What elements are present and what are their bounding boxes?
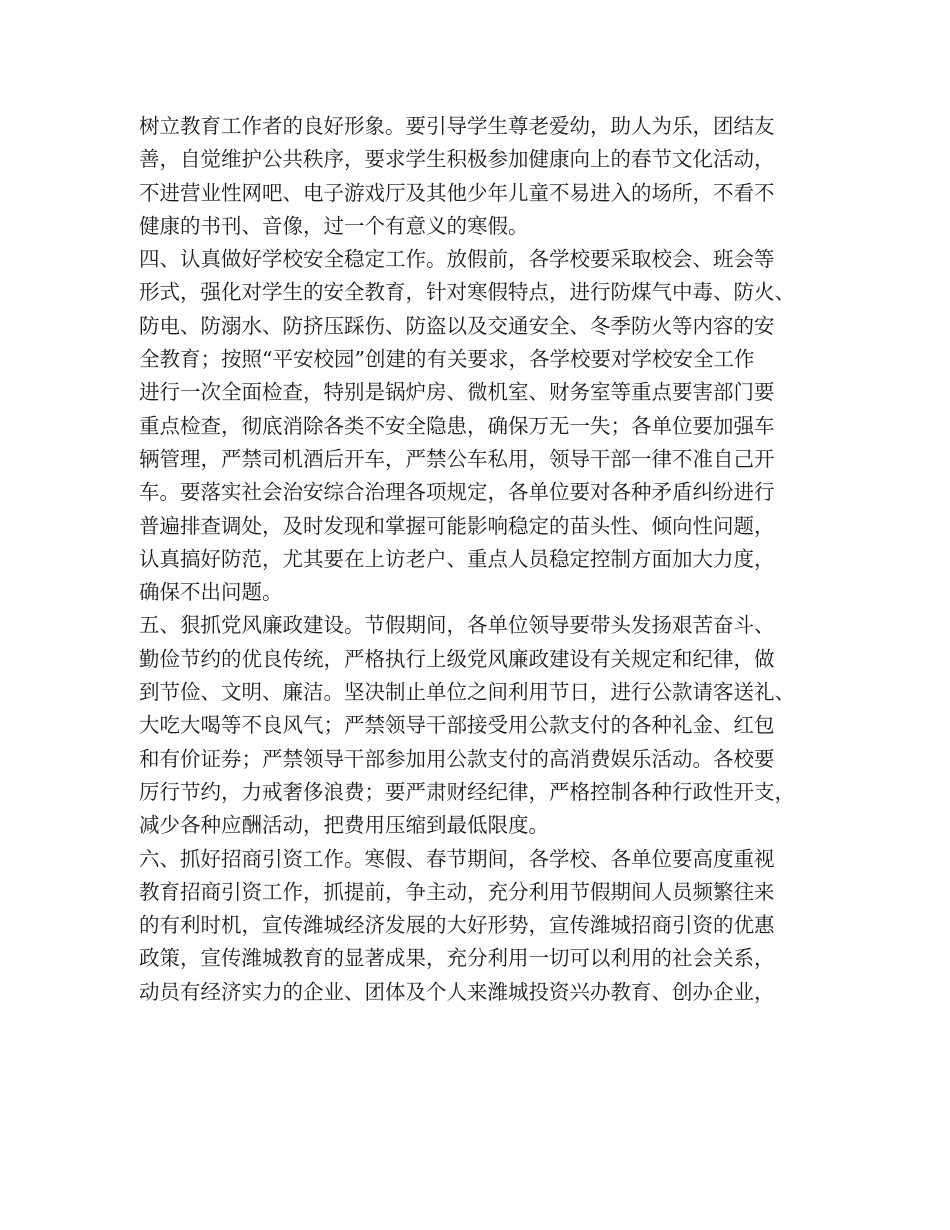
text-line: 勤俭节约的优良传统，严格执行上级党风廉政建设有关规定和纪律，做	[139, 646, 775, 671]
text-line: 和有价证券；严禁领导干部参加用公款支付的高消费娱乐活动。各校要	[139, 746, 775, 771]
text-line: 确保不出问题。	[139, 580, 283, 605]
text-line: 五、狠抓党风廉政建设。节假期间，各单位领导要带头发扬艰苦奋斗、	[139, 613, 775, 638]
text-line: 普遍排查调处，及时发现和掌握可能影响稳定的苗头性、倾向性问题，	[139, 513, 775, 538]
text-line: 树立教育工作者的良好形象。要引导学生尊老爱幼，助人为乐，团结友	[139, 114, 775, 138]
text-line: 动员有经济实力的企业、团体及个人来潍城投资兴办教育、创办企业，	[139, 979, 775, 1004]
text-line: 全教育；按照“平安校园”创建的有关要求，各学校要对学校安全工作	[139, 347, 755, 372]
text-line: 形式，强化对学生的安全教育，针对寒假特点，进行防煤气中毒、防火、	[139, 280, 795, 305]
text-line: 重点检查，彻底消除各类不安全隐患，确保万无一失；各单位要加强车	[139, 413, 775, 438]
text-line: 四、认真做好学校安全稳定工作。放假前，各学校要采取校会、班会等	[139, 247, 775, 272]
text-line: 车。要落实社会治安综合治理各项规定，各单位要对各种矛盾纠纷进行	[139, 480, 775, 505]
text-line: 认真搞好防范，尤其要在上访老户、重点人员稳定控制方面加大力度，	[139, 546, 775, 571]
text-line: 的有利时机，宣传潍城经济发展的大好形势，宣传潍城招商引资的优惠	[139, 913, 775, 938]
text-line: 教育招商引资工作，抓提前，争主动，充分利用节假期间人员频繁往来	[139, 879, 775, 904]
text-line: 厉行节约，力戒奢侈浪费；要严肃财经纪律，严格控制各种行政性开支，	[139, 779, 795, 804]
text-line: 到节俭、文明、廉洁。坚决制止单位之间利用节日，进行公款请客送礼、	[139, 680, 795, 705]
text-line: 防电、防溺水、防挤压踩伤、防盗以及交通安全、冬季防火等内容的安	[139, 313, 775, 338]
document-body	[139, 110, 839, 1009]
text-line: 进行一次全面检查，特别是锅炉房、微机室、财务室等重点要害部门要	[139, 380, 775, 405]
text-line: 减少各种应酬活动，把费用压缩到最低限度。	[139, 813, 549, 838]
text-line: 政策，宣传潍城教育的显著成果，充分利用一切可以利用的社会关系，	[139, 946, 775, 971]
text-line: 辆管理，严禁司机酒后开车，严禁公车私用，领导干部一律不准自己开	[139, 446, 775, 471]
text-line: 健康的书刊、音像，过一个有意义的寒假。	[139, 213, 529, 238]
text-line: 不进营业性网吧、电子游戏厅及其他少年儿童不易进入的场所，不看不	[139, 180, 775, 205]
text-line: 大吃大喝等不良风气；严禁领导干部接受用公款支付的各种礼金、红包	[139, 713, 775, 738]
text-line: 善，自觉维护公共秩序，要求学生积极参加健康向上的春节文化活动，	[139, 147, 775, 172]
text-line: 六、抓好招商引资工作。寒假、春节期间，各学校、各单位要高度重视	[139, 846, 775, 871]
